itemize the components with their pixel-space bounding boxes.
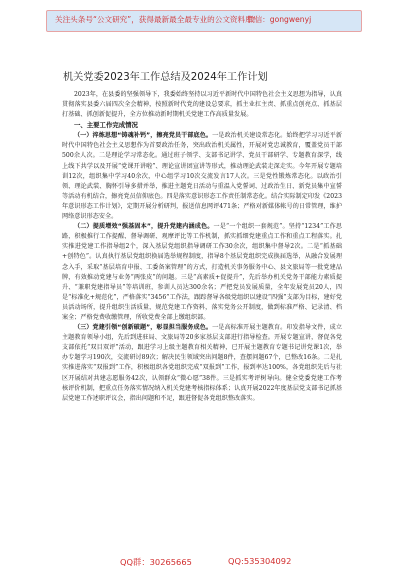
subsection-1 [62,131,342,222]
subsection-2-title: （二）提质增效“强基固本”，提升党建内涵成色。 [74,223,214,231]
promo-banner [46,10,362,32]
subsection-1-title: （一）淬炼思想“铸魂补钙”，擦亮党员干部底色。 [74,132,213,140]
document-body [62,90,342,404]
section-heading: 一、主要工作完成情况 [74,121,138,130]
promo-banner-text: 关注头条号“公文研究”，获得最新最全最专业的公文资料库！ [55,15,261,24]
subsection-2 [62,222,342,323]
subsection-3 [62,323,342,404]
subsection-1-body: 一是政治机关建设常态化。始终把学习习近平新时代中国特色社会主义思想作为首要政治任务，突出政治机关属性，开展对党忠诚教育，覆盖党员干部500余人次。二是理论学习常态化。通过班子领学、支部书记讲学、党员干部研学、专题教育深学，线上线下共学以及开展“党课开讲啦”、理论宣讲团宣讲等形式，推动理论武装走深走实。今年开展专题培训12次，组织集中学习40余次，中心组学习10次交流发言17人次。三是党性锻炼常态化。以政治引领、理论武装、胸怀引导多措并举，推进主题党日活动与重温入党誓词、过政治生日、新党员集中宣誓等活动有机结合，擦亮党员信仰底色。四是落实意识形态工作责任制常态化。结合实际制定印发《2023年意识形态工作计划》，定期开展分析研判，报送信息网评471条；严格对新媒体帐号的日常管理，维护网络意识形态安全。 [62,132,342,221]
intro-paragraph: 2023年，在县委的坚强领导下，我委始终坚持以习近平新时代中国特色社会主义思想为指导，认真贯彻落实县委六届四次全会精神，按照新时代党的建设总要求，抓主业扛主责、抓重点创亮点、抓基层打基础、抓创新促提升，全方位推动新时期机关党建工作高质量发展。 [62,91,342,119]
subsection-3-body: 一是高标准开展主题教育。印发指导文件，成立主题教育领导小组，先后到进驻局、文旅局等20多家基层支部进行指导检查。开展专题宣讲，督促各党支部依托“双目双评”活动，跟进学习上级主题教育相关精神，已开展主题教育专题书记讲党课1次，举办专题学习190次，交流研讨89次；解决民生领域突出问题8件，查摆问题67个，已整改16条。二是扎实推进落实“双报到”工作，积极组织各党组织完成“双报到”工作，报到率达100%，各党组织先后与社区开展结对共建志愿服务42次，认领群众“微心愿”38件。三是抓实考评树导向。健全党委党建工作考核评价机制，把重点任务落实情况纳入机关党建考核指标体系；认真开展2022年度基层党支部书记抓基层党建工作述职评议会，指出问题和不足，跟进督促各党组织整改落实。 [62,324,342,402]
qq-number: QQ:535304092 [228,556,292,566]
qq-group: QQ群：30265665 [120,557,192,567]
subsection-3-title: （三）党建引领“创新破题”，彰显担当服务成色。 [74,324,213,332]
wechat-id: 微信：gongwenyj [247,15,312,24]
document-title: 机关党委2023年工作总结及2024年工作计划 [63,72,268,83]
subsection-2-body: 一是“一个组织一套规范”。坚持“1234”工作思路，积极推行工作提醒、督导调研、观摩评比等工作机制，抓实抓细党建重点工作和重点工程落实。扎实推进党建工作指导组2个，深入基层党组织指导调研工作30余次，组织集中督导2次。二是“抓基础+创特色”。认真执行基层党组织换届选举规程制度，指导8个基层党组织完成换届选举，从融合发展理念入手，采取“基层培育申报、工委备案管理”的方式，打造机关事务服务中心、县文旅局等一批党建品牌，有效推动党建与业务“两张皮”的问题。三是“高素质+促提升”，先后举办机关党务干部能力素质提升、“兼职党建指导员”等培训班，参训人员达300余名；严把党员发展质量，全年发展党员20人，四是“标准化+规范化”，严格落实“3456”工作法，跟踪督导各级党组织以建设“四强”支部为目标，建好党员活动场所，提升组织生活质量，规范党建工作资料，落实党务公开制度，做到标准严格、记录清、档案全；严格党费收缴管理，所收党费全部上缴组织部。 [62,223,342,321]
